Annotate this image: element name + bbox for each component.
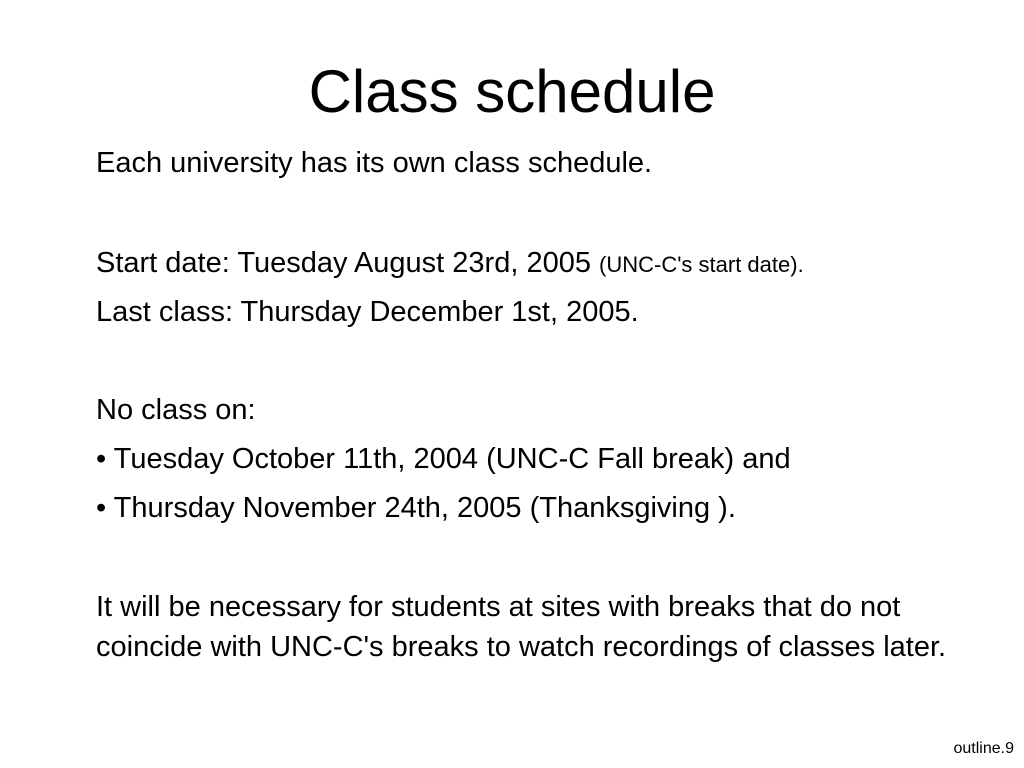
start-date-label: Start date: Tuesday August 23rd, 2005 — [96, 247, 600, 279]
start-date-line — [96, 243, 976, 285]
intro-text: Each university has its own class schedule. — [96, 147, 653, 179]
no-class-item: • Tuesday October 11th, 2004 (UNC-C Fall break) and — [96, 443, 791, 475]
slide-title: Class schedule — [308, 58, 716, 125]
no-class-item: • Thursday November 24th, 2005 (Thanksgiving ). — [96, 492, 736, 524]
start-date-note: (UNC-C's start date). — [599, 252, 804, 277]
page-number: outline.9 — [953, 740, 1014, 757]
closing-paragraph: It will be necessary for students at sites with breaks that do not coincide with UNC-C's breaks to watch recordings of classes later. — [96, 591, 947, 663]
last-class-line: Last class: Thursday December 1st, 2005. — [96, 296, 639, 328]
no-class-heading: No class on: — [96, 394, 256, 426]
